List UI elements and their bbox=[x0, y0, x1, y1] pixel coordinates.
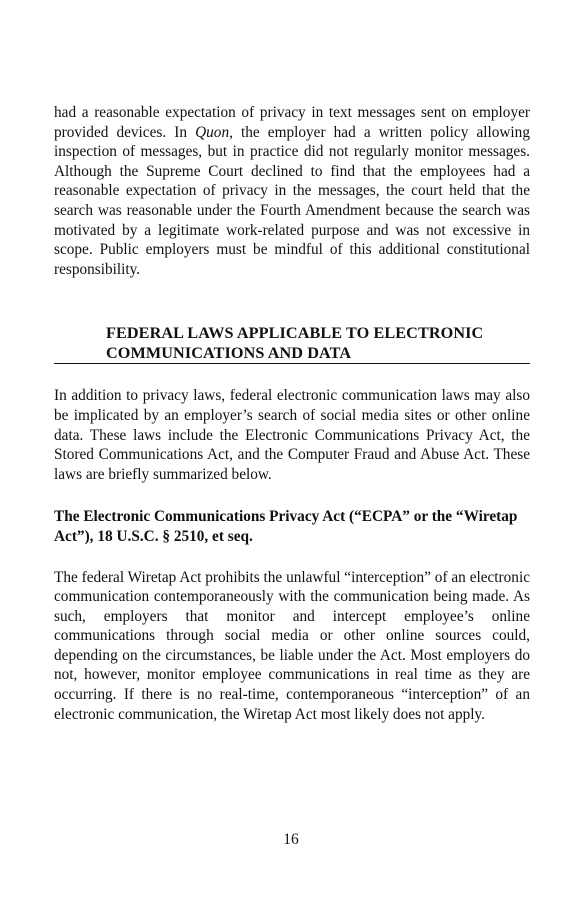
case-name-quon: Quon bbox=[195, 123, 230, 141]
subheading-ecpa: The Electronic Communications Privacy Act (“ECPA” or the “Wiretap Act”), 18 U.S.C. § 2510, et seq. bbox=[54, 508, 518, 545]
paragraph-quon-text-after: , the employer had a written policy allowing inspection of messages, but in practice did not regularly monitor messages. Although the Supreme Court declined to find that the employees had a reasonable expectation of privacy in the messages, the court held that the search was reasonable under the Fourth Amendment because the search was motivated by a legitimate work-related purpose and was not excessive in scope. Public employers must be mindful of this additional constitutional responsibility. bbox=[54, 123, 530, 278]
paragraph-wiretap-act: The federal Wiretap Act prohibits the unlawful “interception” of an electronic communication contemporaneously with the communication being made. As such, employers that monitor and intercept employee’s online communications through social media or other online sources could, depending on the circumstances, be liable under the Act. Most employers do not, however, monitor employee communications in real time as they are occurring. If there is no real-time, contemporaneous “interception” of an electronic communication, the Wiretap Act most likely does not apply. bbox=[54, 568, 530, 723]
section-heading-line-1: FEDERAL LAWS APPLICABLE TO ELECTRONIC bbox=[106, 324, 484, 343]
paragraph-quon bbox=[54, 103, 530, 279]
section-heading-line-2: COMMUNICATIONS AND DATA bbox=[106, 344, 352, 363]
document-page bbox=[54, 103, 530, 724]
paragraph-quon-text-before: had a reasonable expectation of privacy in text messages sent on employer provided devices. In bbox=[54, 104, 530, 141]
section-heading bbox=[54, 323, 530, 364]
paragraph-federal-laws: In addition to privacy laws, federal electronic communication laws may also be implicated by an employer’s search of social media sites or other online data. These laws include the Electronic Communications Privacy Act, the Stored Communications Act, and the Computer Fraud and Abuse Act. These laws are briefly summarized below. bbox=[54, 387, 530, 483]
page-number: 16 bbox=[283, 831, 299, 848]
